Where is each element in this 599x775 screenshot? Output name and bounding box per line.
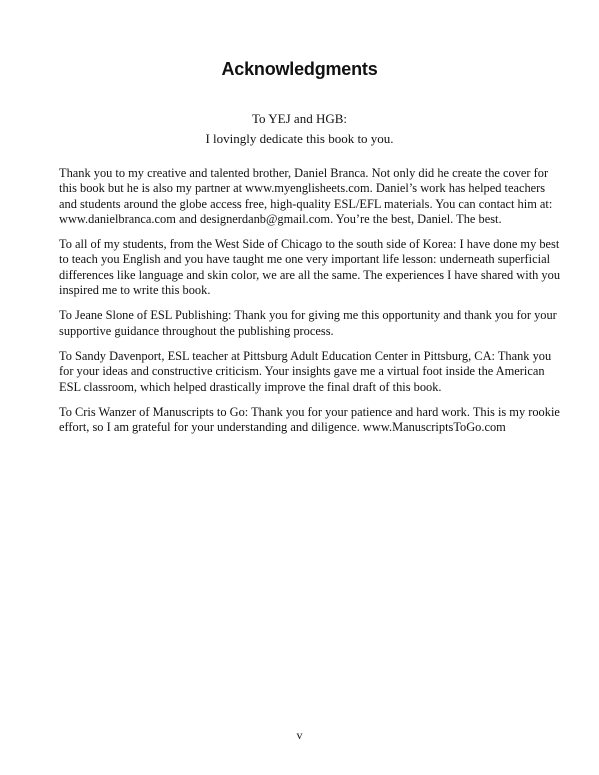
- acknowledgments-body: [59, 166, 561, 445]
- paragraph-publisher: [59, 308, 557, 339]
- paragraph-line: www.danielbranca.com and designerdanb@gmail.com. You’re the best, Daniel. The best.: [59, 211, 502, 226]
- dedication-recipients: To YEJ and HGB:: [251, 111, 348, 126]
- paragraph-line: ESL classroom, which helped drastically improve the final draft of this book.: [59, 379, 442, 394]
- paragraph-line: effort, so I am grateful for your understanding and diligence. www.ManuscriptsToGo.com: [59, 420, 506, 435]
- paragraph-students: [59, 237, 561, 298]
- paragraph-line: To Sandy Davenport, ESL teacher at Pittsburg Adult Education Center in Pittsburg, CA: Thank you: [59, 348, 552, 363]
- paragraph-line: for your ideas and constructive criticism. Your insights gave me a virtual foot inside the American: [59, 364, 545, 379]
- paragraph-editor: [59, 404, 560, 436]
- dedication-text: I lovingly dedicate this book to you.: [205, 131, 394, 146]
- paragraph-brother: [59, 166, 553, 227]
- paragraph-line: To Jeane Slone of ESL Publishing: Thank you for giving me this opportunity and thank you for your: [59, 308, 557, 323]
- dedication: [0, 109, 599, 149]
- paragraph-line: To Cris Wanzer of Manuscripts to Go: Thank you for your patience and hard work. This is my rookie: [59, 404, 560, 419]
- paragraph-teacher: [59, 348, 552, 395]
- page-title: Acknowledgments: [221, 59, 378, 79]
- paragraph-line: and students around the globe access free, high-quality ESL/EFL materials. You can contact him at:: [59, 196, 553, 211]
- paragraph-line: differences like language and skin color, we are all the same. The experiences I have shared with you: [59, 267, 561, 282]
- paragraph-line: to teach you English and you have taught me one very important life lesson: underneath superficial: [59, 252, 551, 267]
- page-number: v: [296, 728, 303, 742]
- paragraph-line: supportive guidance throughout the publishing process.: [59, 323, 334, 338]
- paragraph-line: this book but he is also my partner at www.myenglisheets.com. Daniel’s work has helped teachers: [59, 181, 546, 196]
- paragraph-line: To all of my students, from the West Side of Chicago to the south side of Korea: I have done my best: [59, 237, 560, 252]
- paragraph-line: Thank you to my creative and talented brother, Daniel Branca. Not only did he create the cover for: [59, 166, 549, 180]
- paragraph-line: inspired me to write this book.: [59, 283, 211, 298]
